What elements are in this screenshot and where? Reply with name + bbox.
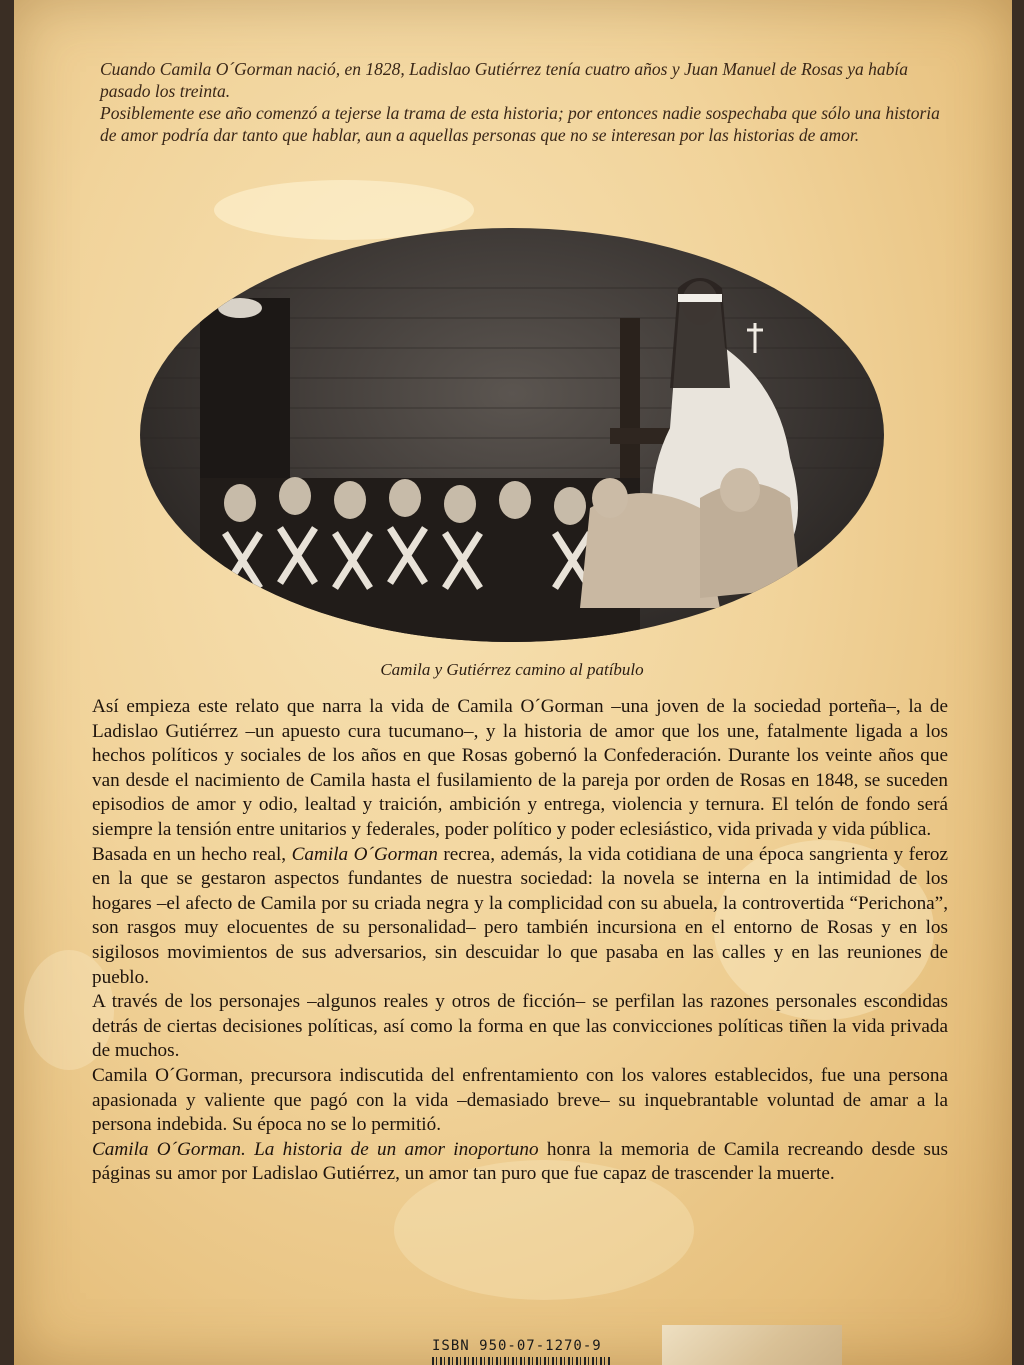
synopsis-paragraph-3: A través de los personajes –algunos reales y otros de ficción– se perfilan las razones personales escondidas detrás de ciertas decisiones políticas, así como la forma en que las convicciones políticas tiñen la vida privada de muchos. xyxy=(92,991,948,1062)
price-sticker-remnant xyxy=(662,1325,842,1365)
isbn-number: ISBN 950-07-1270-9 xyxy=(432,1338,602,1354)
illustration-caption: Camila y Gutiérrez camino al patíbulo xyxy=(380,660,644,679)
paper-stain xyxy=(214,180,474,240)
synopsis-paragraph-1: Así empieza este relato que narra la vida de Camila O´Gorman –una joven de la sociedad porteña–, la de Ladislao Gutiérrez –un apuesto cura tucumano–, y la historia de amor que los une, fatalmente ligada a los hechos políticos y sociales de los años en que Rosas gobernó la Confederación. Durante los veinte años que van desde el nacimiento de Camila hasta el fusilamiento de la pareja por orden de Rosas en 1848, se suceden episodios de amor y odio, lealtad y traición, ambición y entrega, violencia y ternura. El telón de fondo será siempre la tensión entre unitarios y federales, poder político y poder eclesiástico, vida privada y vida pública. xyxy=(92,696,948,840)
synopsis-p5-rest: honra la memoria de Camila recreando desde sus páginas su amor por Ladislao Gutiérrez, un amor tan puro que fue capaz de trascender la muerte. xyxy=(92,1138,948,1185)
book-title-inline: Camila O´Gorman xyxy=(291,843,438,865)
blurb-line-1: Cuando Camila O´Gorman nació, en 1828, Ladislao Gutiérrez tenía cuatro años y Juan Manuel de Rosas ya había pasado los treinta. xyxy=(100,59,909,101)
synopsis-paragraph-2 xyxy=(92,843,948,991)
book-full-title-inline: Camila O´Gorman. La historia de un amor inoportuno xyxy=(92,1138,539,1160)
synopsis-paragraph-5 xyxy=(92,1138,948,1187)
synopsis-p2-lead: Basada en un hecho real, xyxy=(92,843,292,865)
blurb-line-2: Posiblemente ese año comenzó a tejerse la trama de esta historia; por entonces nadie sospechaba que sólo una historia de amor podría dar tanto que hablar, aun a aquellas personas que no se interesan por las historias de amor. xyxy=(100,103,940,145)
execution-scene-image xyxy=(140,228,884,642)
synopsis-paragraph-4: Camila O´Gorman, precursora indiscutida del enfrentamiento con los valores establecidos, fue una persona apasionada y valiente que pagó con la vida –demasiado breve– su inquebrantable voluntad de amar a la persona indebida. Su época no se lo permitió. xyxy=(92,1064,948,1136)
oval-illustration xyxy=(140,228,884,642)
barcode xyxy=(432,1357,612,1365)
synopsis-text xyxy=(92,695,948,1187)
back-cover-blurb xyxy=(100,58,940,146)
synopsis-p2-rest: recrea, además, la vida cotidiana de una época sangrienta y feroz en la que se gestaron aspectos fundantes de nuestra sociedad: la novela se interna en la intimidad de los hogares –el afecto de Camila por su criada negra y la complicidad con su abuela, la controvertida “Perichona”, son rasgos muy elocuentes de su personalidad– pero también incursiona en el entorno de Rosas y en los sigilosos movimientos de sus adversarios, sin descuidar lo que pasaba en las calles y en las reuniones de pueblo. xyxy=(92,843,949,988)
